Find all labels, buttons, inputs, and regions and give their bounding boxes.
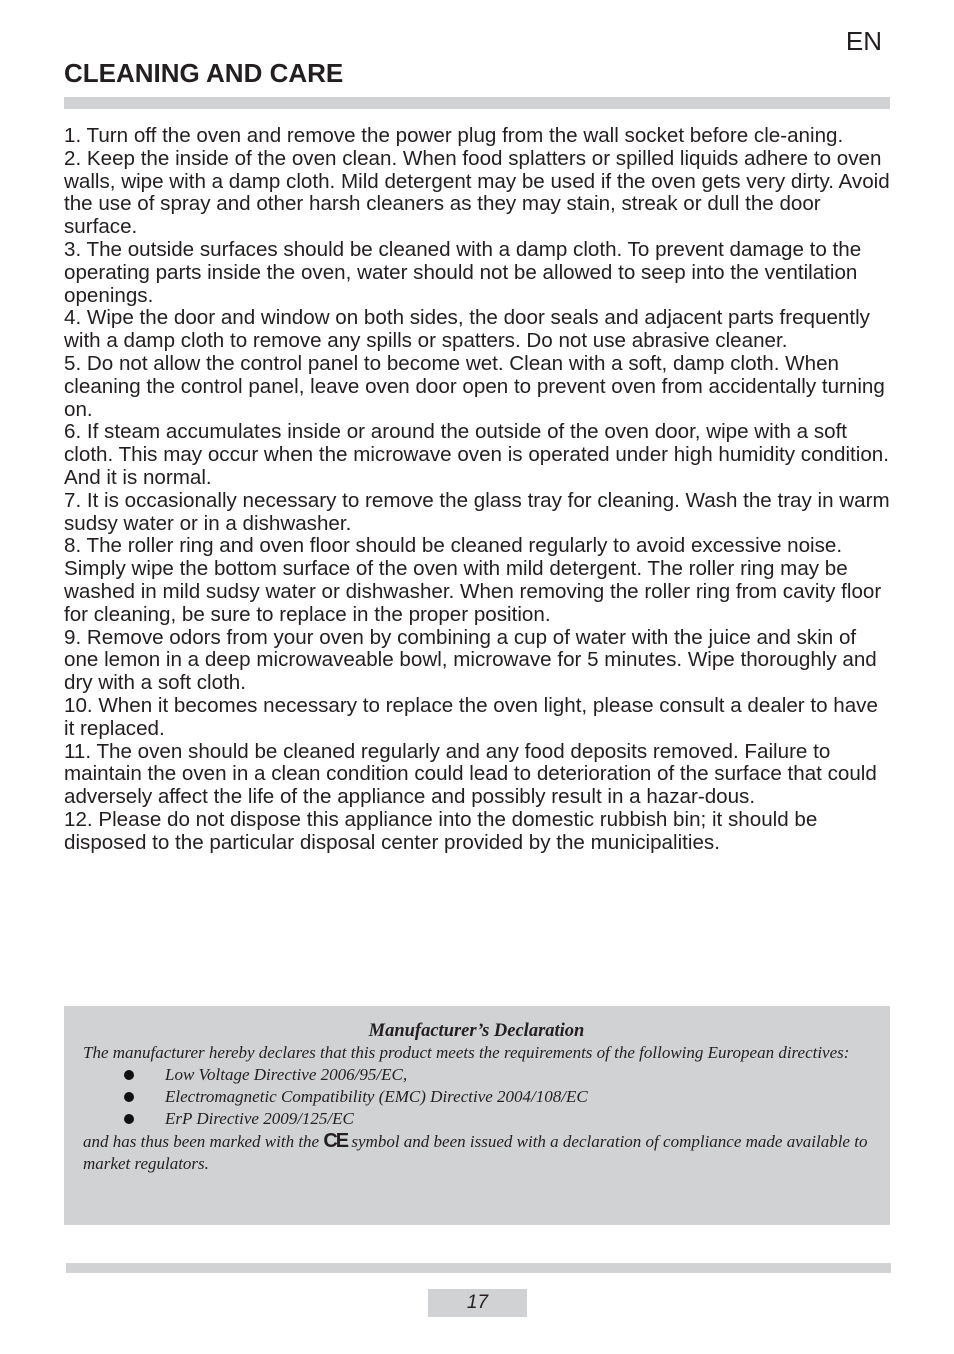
- closing-text-before: and has thus been marked with the: [83, 1132, 320, 1151]
- directive-item: [83, 1108, 870, 1130]
- page-number: 17: [428, 1289, 527, 1317]
- declaration-closing: [83, 1130, 870, 1175]
- declaration-title: Manufacturer’s Declaration: [368, 1021, 585, 1041]
- bullet-icon: [124, 1070, 134, 1080]
- ce-mark-icon: CE: [323, 1130, 348, 1152]
- step-item: 1. Turn off the oven and remove the power plug from the wall socket before cle-aning.: [64, 124, 844, 147]
- step-item: 5. Do not allow the control panel to become wet. Clean with a soft, damp cloth. When cleaning the control panel, leave oven door open to prevent oven from accidentally turning on.: [64, 351, 885, 421]
- step-item: 4. Wipe the door and window on both sides, the door seals and adjacent parts frequently with a damp cloth to remove any spills or spatters. Do not use abrasive cleaner.: [64, 306, 870, 353]
- step-item: 3. The outside surfaces should be cleaned with a damp cloth. To prevent damage to the operating parts inside the oven, water should not be allowed to seep into the ventilation openings.: [64, 237, 862, 307]
- step-item: 8. The roller ring and oven floor should be cleaned regularly to avoid excessive noise. Simply wipe the bottom surface of the oven with mild detergent. The roller ring may be washed in mild sudsy water or dishwasher. When removing the roller ring from cavity floor for cleaning, be sure to replace in the proper position.: [64, 534, 882, 626]
- directive-text: ErP Directive 2009/125/EC: [165, 1109, 354, 1128]
- bullet-icon: [124, 1114, 134, 1124]
- declaration-intro: The manufacturer hereby declares that this product meets the requirements of the following European directives:: [83, 1043, 850, 1062]
- directive-item: [83, 1086, 870, 1108]
- bottom-divider: [66, 1263, 891, 1273]
- closing-text-after: symbol and been issued with a declaration of compliance made available to market regulators.: [83, 1132, 868, 1173]
- directive-item: [83, 1064, 870, 1086]
- step-item: 12. Please do not dispose this appliance into the domestic rubbish bin; it should be disposed to the particular disposal center provided by the municipalities.: [64, 807, 818, 854]
- step-item: 9. Remove odors from your oven by combining a cup of water with the juice and skin of one lemon in a deep microwaveable bowl, microwave for 5 minutes. Wipe thoroughly and dry with a soft cloth.: [64, 625, 877, 695]
- cleaning-steps: [64, 125, 890, 855]
- bullet-icon: [124, 1092, 134, 1102]
- manufacturer-declaration-box: [64, 1006, 890, 1225]
- step-item: 6. If steam accumulates inside or around the outside of the oven door, wipe with a soft cloth. This may occur when the microwave oven is operated under high humidity condition. And it is normal.: [64, 420, 889, 489]
- step-item: 10. When it becomes necessary to replace the oven light, please consult a dealer to have it replaced.: [64, 693, 878, 740]
- directive-text: Low Voltage Directive 2006/95/EC,: [165, 1065, 408, 1084]
- step-item: 11. The oven should be cleaned regularly and any food deposits removed. Failure to maintain the oven in a clean condition could lead to deterioration of the surface that could adversely affect the life of the appliance and possibly result in a hazar-dous.: [64, 739, 877, 809]
- step-item: 7. It is occasionally necessary to remove the glass tray for cleaning. Wash the tray in warm sudsy water or in a dishwasher.: [64, 488, 890, 535]
- top-divider: [64, 97, 890, 109]
- page-title: CLEANING AND CARE: [64, 58, 344, 88]
- directive-list: [83, 1064, 870, 1130]
- language-indicator: EN: [845, 26, 882, 56]
- directive-text: Electromagnetic Compatibility (EMC) Directive 2004/108/EC: [165, 1087, 588, 1106]
- step-item: 2. Keep the inside of the oven clean. When food splatters or spilled liquids adhere to oven walls, wipe with a damp cloth. Mild detergent may be used if the oven gets very dirty. Avoid the use of spray and other harsh cleaners as they may stain, streak or dull the door surface.: [64, 146, 890, 239]
